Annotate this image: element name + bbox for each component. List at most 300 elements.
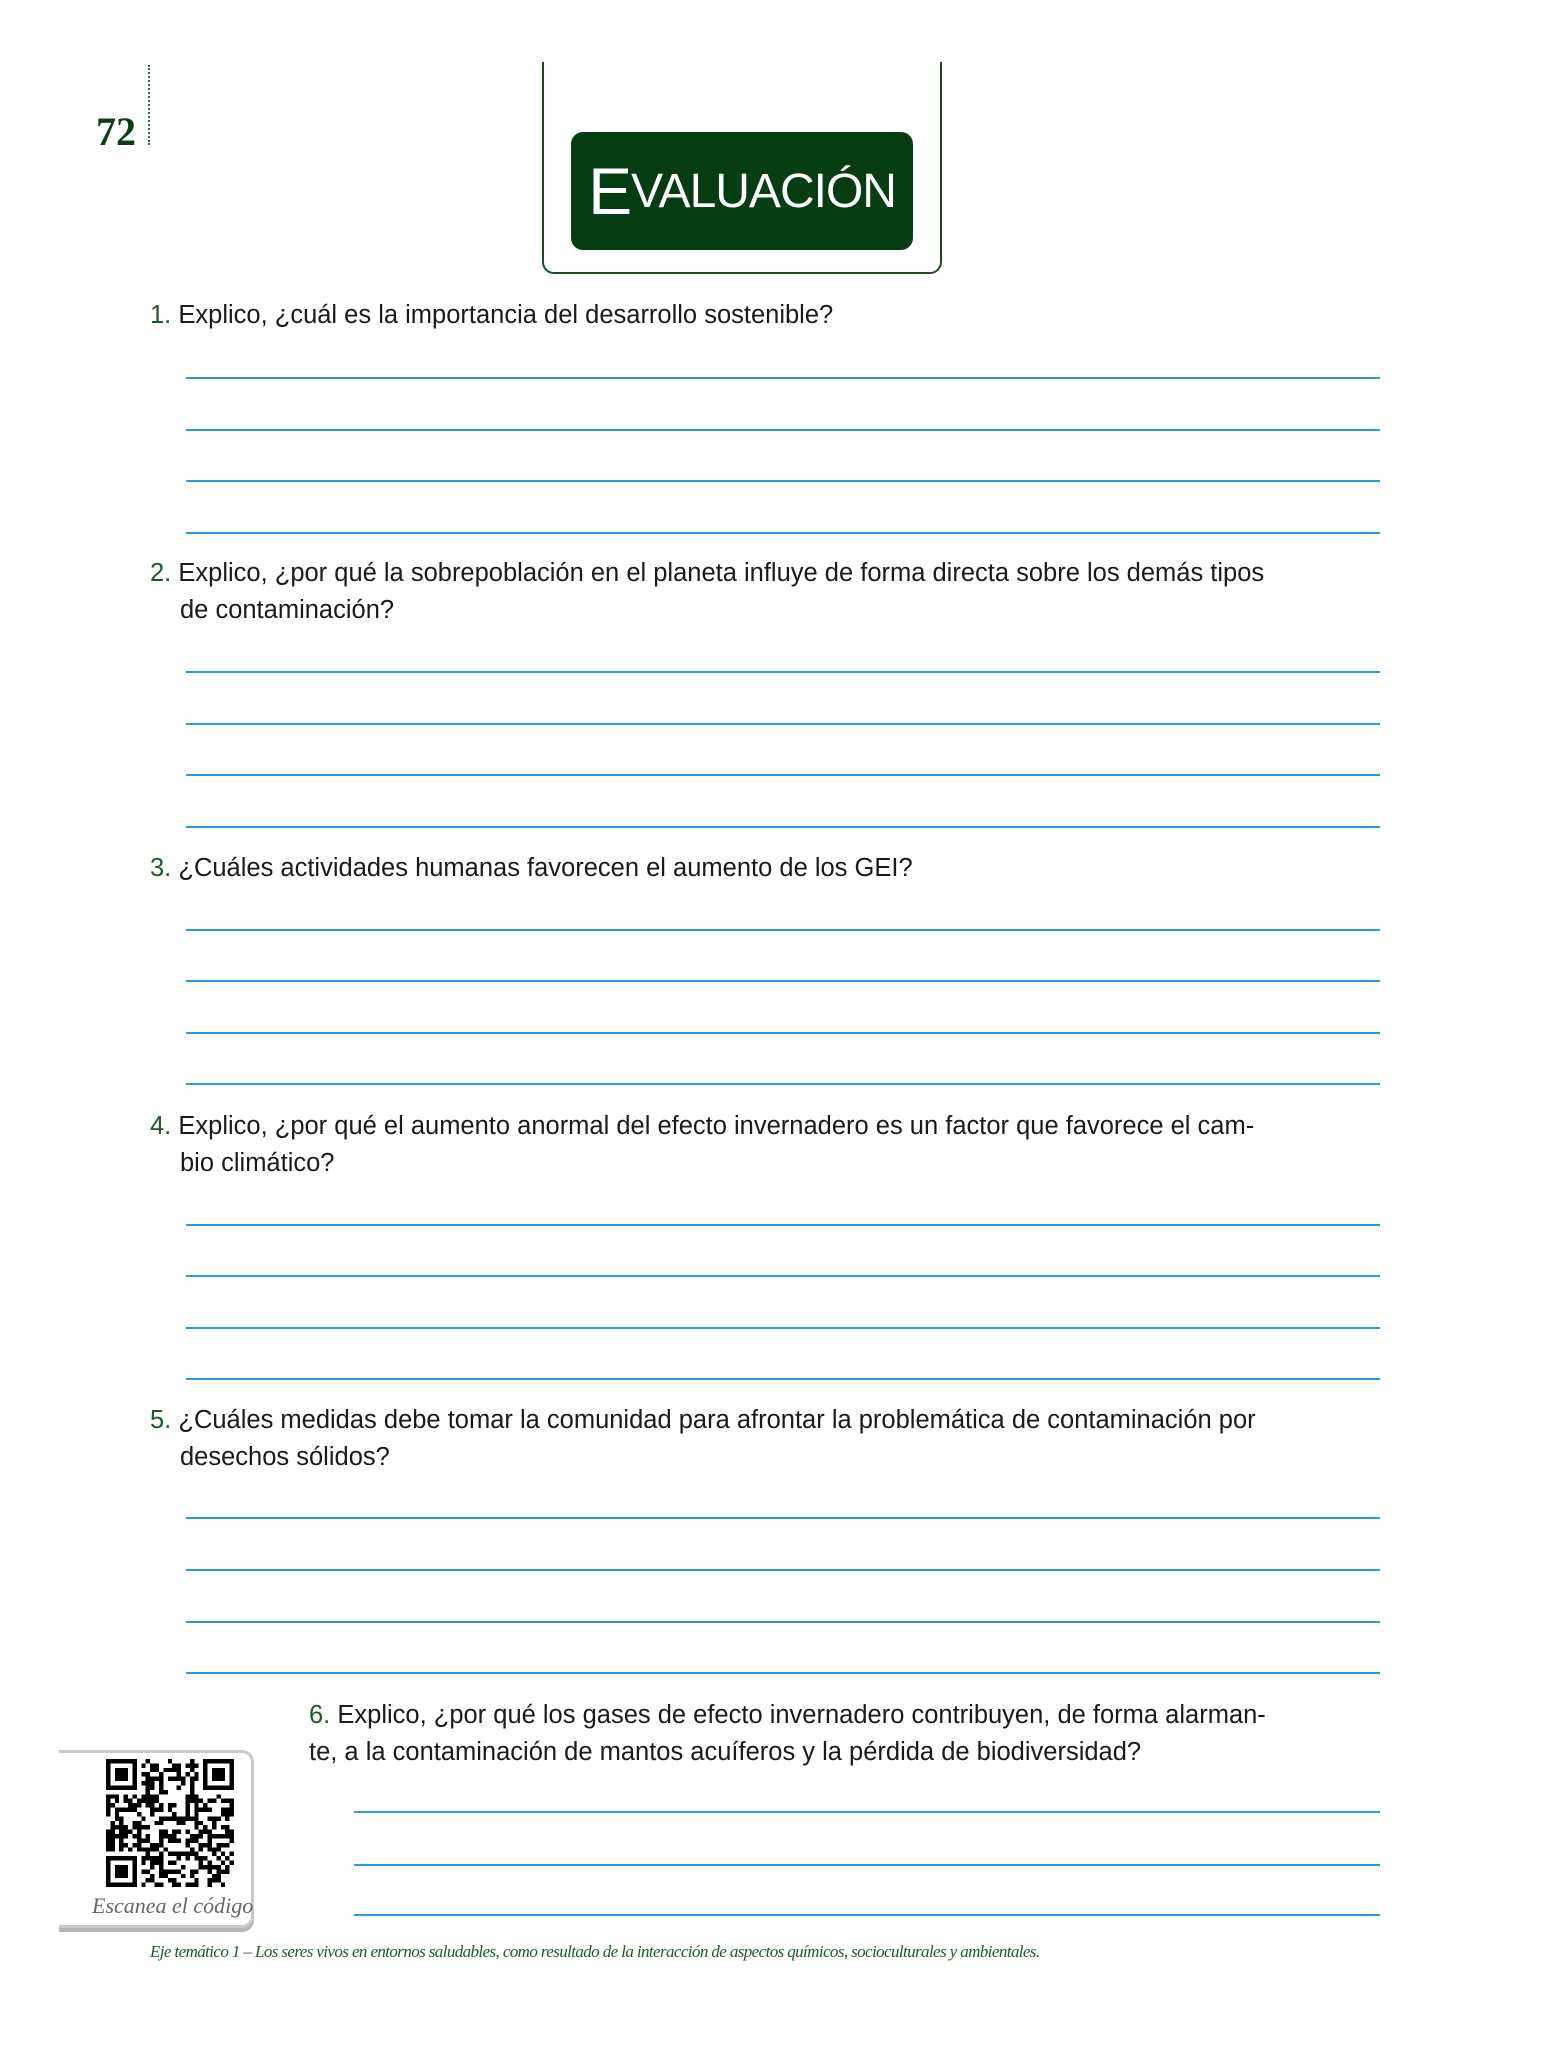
qr-module — [190, 1759, 194, 1763]
answer-line[interactable] — [354, 1864, 1380, 1866]
qr-module — [190, 1852, 194, 1856]
answer-line[interactable] — [186, 826, 1380, 828]
qr-module — [115, 1777, 119, 1781]
qr-module — [115, 1812, 119, 1816]
qr-module — [221, 1785, 225, 1789]
qr-module — [141, 1838, 145, 1842]
qr-module — [194, 1825, 198, 1829]
qr-module — [110, 1830, 114, 1834]
qr-module — [115, 1785, 119, 1789]
qr-module — [221, 1883, 225, 1887]
qr-module — [172, 1812, 176, 1816]
qr-module — [124, 1865, 128, 1869]
qr-module — [230, 1803, 234, 1807]
qr-module — [185, 1803, 189, 1807]
answer-line[interactable] — [186, 1569, 1380, 1571]
qr-module — [115, 1808, 119, 1812]
qr-module — [216, 1865, 220, 1869]
qr-module — [119, 1865, 123, 1869]
qr-module — [119, 1821, 123, 1825]
qr-module — [185, 1838, 189, 1842]
qr-module — [124, 1825, 128, 1829]
qr-module — [212, 1878, 216, 1882]
qr-module — [168, 1869, 172, 1873]
qr-module — [216, 1777, 220, 1781]
qr-module — [106, 1878, 110, 1882]
qr-module — [230, 1799, 234, 1803]
answer-line[interactable] — [186, 980, 1380, 982]
qr-module — [124, 1785, 128, 1789]
answer-line[interactable] — [186, 723, 1380, 725]
qr-module — [146, 1847, 150, 1851]
qr-module — [190, 1869, 194, 1873]
qr-module — [177, 1869, 181, 1873]
qr-module — [150, 1799, 154, 1803]
answer-line[interactable] — [186, 1672, 1380, 1674]
qr-module — [110, 1883, 114, 1887]
qr-module — [155, 1861, 159, 1865]
qr-module — [155, 1808, 159, 1812]
qr-module — [216, 1816, 220, 1820]
qr-module — [115, 1799, 119, 1803]
qr-module — [106, 1865, 110, 1869]
qr-module — [216, 1843, 220, 1847]
qr-module — [159, 1803, 163, 1807]
qr-module — [168, 1759, 172, 1763]
qr-module — [225, 1865, 229, 1869]
qr-module — [172, 1883, 176, 1887]
answer-line[interactable] — [186, 1224, 1380, 1226]
qr-module — [208, 1799, 212, 1803]
qr-module — [106, 1794, 110, 1798]
qr-module — [106, 1869, 110, 1873]
qr-module — [194, 1794, 198, 1798]
qr-module — [132, 1869, 136, 1873]
qr-module — [168, 1861, 172, 1865]
qr-module — [194, 1772, 198, 1776]
qr-module — [115, 1768, 119, 1772]
qr-module — [230, 1781, 234, 1785]
qr-module — [230, 1808, 234, 1812]
qr-module — [216, 1785, 220, 1789]
qr-module — [194, 1834, 198, 1838]
qr-module — [177, 1772, 181, 1776]
qr-module — [146, 1878, 150, 1882]
qr-module — [172, 1830, 176, 1834]
qr-module — [194, 1777, 198, 1781]
qr-module — [128, 1830, 132, 1834]
qr-module — [137, 1830, 141, 1834]
answer-line[interactable] — [186, 532, 1380, 534]
qr-module — [110, 1785, 114, 1789]
qr-module — [150, 1794, 154, 1798]
answer-line[interactable] — [186, 1621, 1380, 1623]
qr-module — [159, 1816, 163, 1820]
qr-module — [155, 1799, 159, 1803]
qr-module — [190, 1799, 194, 1803]
qr-module — [190, 1794, 194, 1798]
qr-module — [194, 1799, 198, 1803]
qr-module — [168, 1808, 172, 1812]
qr-module — [230, 1763, 234, 1767]
qr-module — [168, 1838, 172, 1842]
qr-module — [150, 1781, 154, 1785]
qr-module — [216, 1874, 220, 1878]
qr-module — [137, 1821, 141, 1825]
qr-module — [185, 1772, 189, 1776]
qr-module — [106, 1808, 110, 1812]
qr-module — [225, 1812, 229, 1816]
qr-module — [119, 1772, 123, 1776]
qr-module — [159, 1772, 163, 1776]
qr-module — [163, 1830, 167, 1834]
qr-module — [212, 1768, 216, 1772]
answer-line[interactable] — [186, 1275, 1380, 1277]
qr-module — [203, 1830, 207, 1834]
qr-module — [208, 1869, 212, 1873]
qr-module — [212, 1834, 216, 1838]
answer-line[interactable] — [186, 1083, 1380, 1085]
qr-module — [110, 1834, 114, 1838]
qr-module — [194, 1838, 198, 1842]
qr-module — [177, 1821, 181, 1825]
qr-module — [159, 1830, 163, 1834]
qr-module — [199, 1856, 203, 1860]
qr-module — [212, 1759, 216, 1763]
qr-module — [132, 1781, 136, 1785]
qr-module — [194, 1878, 198, 1882]
qr-module — [119, 1808, 123, 1812]
qr-module — [119, 1768, 123, 1772]
answer-line[interactable] — [186, 1517, 1380, 1519]
qr-module — [194, 1812, 198, 1816]
qr-module — [128, 1803, 132, 1807]
qr-module — [119, 1834, 123, 1838]
qr-module — [203, 1781, 207, 1785]
qr-module — [141, 1869, 145, 1873]
qr-module — [146, 1781, 150, 1785]
qr-code-icon[interactable] — [104, 1759, 236, 1887]
qr-module — [190, 1785, 194, 1789]
answer-line[interactable] — [186, 429, 1380, 431]
qr-module — [212, 1865, 216, 1869]
qr-module — [124, 1874, 128, 1878]
qr-module — [155, 1856, 159, 1860]
qr-module — [230, 1838, 234, 1842]
question-text: Explico, ¿cuál es la importancia del desarrollo sostenible? — [178, 301, 834, 329]
question-number: 6. — [309, 1701, 331, 1729]
qr-module — [181, 1821, 185, 1825]
qr-module — [132, 1794, 136, 1798]
qr-module — [221, 1869, 225, 1873]
qr-module — [199, 1808, 203, 1812]
qr-module — [181, 1777, 185, 1781]
qr-module — [128, 1856, 132, 1860]
qr-module — [106, 1856, 110, 1860]
qr-module — [132, 1772, 136, 1776]
qr-module — [110, 1847, 114, 1851]
qr-module — [185, 1763, 189, 1767]
qr-module — [212, 1821, 216, 1825]
qr-module — [230, 1830, 234, 1834]
qr-module — [163, 1790, 167, 1794]
qr-module — [141, 1847, 145, 1851]
question-2 — [150, 555, 1385, 629]
question-text: ¿Cuáles actividades humanas favorecen el aumento de los GEI? — [178, 854, 913, 882]
answer-line[interactable] — [186, 1327, 1380, 1329]
title-rest: VALUACIÓN — [631, 164, 896, 218]
qr-module — [132, 1874, 136, 1878]
qr-module — [106, 1834, 110, 1838]
page-title — [571, 132, 913, 250]
answer-line[interactable] — [354, 1811, 1380, 1813]
qr-module — [119, 1874, 123, 1878]
qr-module — [146, 1785, 150, 1789]
question-text-cont: desechos sólidos? — [180, 1443, 390, 1471]
qr-module — [194, 1808, 198, 1812]
qr-module — [172, 1878, 176, 1882]
qr-module — [230, 1861, 234, 1865]
answer-line[interactable] — [186, 929, 1380, 931]
qr-module — [115, 1816, 119, 1820]
qr-module — [159, 1821, 163, 1825]
qr-module — [115, 1794, 119, 1798]
qr-module — [137, 1812, 141, 1816]
qr-module — [216, 1772, 220, 1776]
qr-module — [106, 1799, 110, 1803]
qr-module — [208, 1834, 212, 1838]
qr-module — [185, 1830, 189, 1834]
question-5 — [150, 1402, 1385, 1476]
qr-module — [190, 1790, 194, 1794]
qr-module — [221, 1759, 225, 1763]
answer-line[interactable] — [186, 774, 1380, 776]
qr-module — [225, 1825, 229, 1829]
qr-module — [221, 1808, 225, 1812]
qr-module — [119, 1843, 123, 1847]
qr-module — [185, 1883, 189, 1887]
qr-module — [146, 1777, 150, 1781]
qr-module — [106, 1785, 110, 1789]
qr-module — [221, 1772, 225, 1776]
qr-module — [190, 1768, 194, 1772]
question-text: Explico, ¿por qué la sobrepoblación en el planeta influye de forma directa sobre los demás tipos — [178, 559, 1265, 587]
qr-module — [115, 1772, 119, 1776]
qr-module — [225, 1808, 229, 1812]
qr-module — [106, 1883, 110, 1887]
qr-module — [141, 1763, 145, 1767]
qr-module — [159, 1808, 163, 1812]
qr-module — [159, 1785, 163, 1789]
qr-module — [190, 1781, 194, 1785]
qr-module — [177, 1768, 181, 1772]
qr-module — [146, 1794, 150, 1798]
qr-module — [199, 1843, 203, 1847]
qr-module — [155, 1768, 159, 1772]
qr-module — [141, 1781, 145, 1785]
qr-module — [203, 1763, 207, 1767]
qr-module — [225, 1869, 229, 1873]
answer-line[interactable] — [186, 377, 1380, 379]
qr-module — [128, 1883, 132, 1887]
qr-module — [208, 1816, 212, 1820]
qr-module — [159, 1874, 163, 1878]
qr-module — [159, 1883, 163, 1887]
question-text-cont: de contaminación? — [180, 596, 395, 624]
title-initial: E — [588, 154, 632, 228]
qr-module — [141, 1883, 145, 1887]
qr-module — [141, 1856, 145, 1860]
qr-module — [106, 1763, 110, 1767]
qr-module — [150, 1874, 154, 1878]
qr-module — [163, 1834, 167, 1838]
qr-module — [216, 1856, 220, 1860]
answer-line[interactable] — [186, 480, 1380, 482]
qr-module — [212, 1785, 216, 1789]
qr-module — [137, 1838, 141, 1842]
qr-module — [115, 1825, 119, 1829]
answer-line[interactable] — [354, 1914, 1380, 1916]
answer-line[interactable] — [186, 671, 1380, 673]
qr-module — [190, 1883, 194, 1887]
qr-module — [106, 1781, 110, 1785]
qr-module — [208, 1759, 212, 1763]
qr-module — [225, 1799, 229, 1803]
qr-module — [199, 1861, 203, 1865]
question-number: 3. — [150, 854, 172, 882]
qr-module — [119, 1825, 123, 1829]
qr-module — [128, 1847, 132, 1851]
qr-module — [150, 1861, 154, 1865]
question-number: 1. — [150, 301, 172, 329]
qr-module — [106, 1843, 110, 1847]
qr-module — [216, 1768, 220, 1772]
qr-module — [199, 1799, 203, 1803]
qr-module — [159, 1843, 163, 1847]
qr-module — [155, 1883, 159, 1887]
qr-module — [124, 1794, 128, 1798]
qr-module — [132, 1759, 136, 1763]
dotted-divider — [148, 65, 150, 145]
answer-line[interactable] — [186, 1378, 1380, 1380]
qr-module — [230, 1777, 234, 1781]
qr-module — [185, 1843, 189, 1847]
qr-module — [141, 1825, 145, 1829]
qr-module — [177, 1852, 181, 1856]
qr-module — [110, 1825, 114, 1829]
qr-module — [181, 1874, 185, 1878]
qr-module — [155, 1821, 159, 1825]
qr-module — [132, 1861, 136, 1865]
qr-module — [119, 1830, 123, 1834]
qr-module — [212, 1799, 216, 1803]
qr-module — [124, 1759, 128, 1763]
qr-module — [132, 1785, 136, 1789]
qr-module — [132, 1763, 136, 1767]
qr-module — [225, 1816, 229, 1820]
question-text-cont: te, a la contaminación de mantos acuíferos y la pérdida de biodiversidad? — [309, 1738, 1142, 1766]
qr-module — [230, 1759, 234, 1763]
qr-module — [212, 1874, 216, 1878]
qr-module — [146, 1803, 150, 1807]
qr-module — [106, 1874, 110, 1878]
qr-module — [141, 1861, 145, 1865]
qr-module — [146, 1852, 150, 1856]
qr-module — [110, 1759, 114, 1763]
question-number: 2. — [150, 559, 172, 587]
qr-module — [141, 1799, 145, 1803]
qr-module — [194, 1816, 198, 1820]
qr-module — [185, 1812, 189, 1816]
qr-module — [185, 1816, 189, 1820]
qr-module — [172, 1803, 176, 1807]
question-text: Explico, ¿por qué los gases de efecto invernadero contribuyen, de forma alarman- — [337, 1701, 1266, 1729]
qr-module — [225, 1834, 229, 1838]
qr-module — [128, 1785, 132, 1789]
qr-module — [177, 1830, 181, 1834]
qr-module — [110, 1838, 114, 1842]
qr-module — [168, 1768, 172, 1772]
qr-module — [212, 1777, 216, 1781]
qr-module — [132, 1834, 136, 1838]
qr-module — [230, 1768, 234, 1772]
qr-module — [124, 1799, 128, 1803]
qr-module — [150, 1763, 154, 1767]
qr-module — [172, 1852, 176, 1856]
qr-module — [194, 1883, 198, 1887]
qr-module — [132, 1808, 136, 1812]
qr-module — [185, 1794, 189, 1798]
qr-module — [216, 1834, 220, 1838]
qr-module — [177, 1777, 181, 1781]
qr-module — [194, 1852, 198, 1856]
qr-module — [199, 1847, 203, 1851]
qr-module — [216, 1878, 220, 1882]
qr-module — [132, 1856, 136, 1860]
qr-module — [230, 1785, 234, 1789]
qr-module — [221, 1768, 225, 1772]
qr-module — [106, 1861, 110, 1865]
qr-module — [150, 1847, 154, 1851]
qr-module — [119, 1869, 123, 1873]
qr-module — [163, 1874, 167, 1878]
qr-module — [208, 1830, 212, 1834]
qr-module — [159, 1856, 163, 1860]
qr-module — [146, 1856, 150, 1860]
qr-module — [190, 1816, 194, 1820]
question-text-cont: bio climático? — [180, 1149, 335, 1177]
qr-module — [124, 1869, 128, 1873]
question-6 — [309, 1697, 1381, 1771]
qr-module — [203, 1856, 207, 1860]
qr-module — [119, 1777, 123, 1781]
qr-module — [106, 1772, 110, 1776]
qr-module — [141, 1794, 145, 1798]
qr-module — [177, 1838, 181, 1842]
qr-module — [106, 1830, 110, 1834]
qr-module — [150, 1856, 154, 1860]
qr-module — [190, 1763, 194, 1767]
question-1 — [150, 297, 1385, 334]
qr-module — [155, 1763, 159, 1767]
qr-caption: Escanea el código — [92, 1893, 254, 1918]
qr-module — [203, 1777, 207, 1781]
answer-line[interactable] — [186, 1032, 1380, 1034]
qr-module — [159, 1777, 163, 1781]
qr-module — [155, 1794, 159, 1798]
qr-module — [159, 1834, 163, 1838]
qr-module — [181, 1865, 185, 1869]
